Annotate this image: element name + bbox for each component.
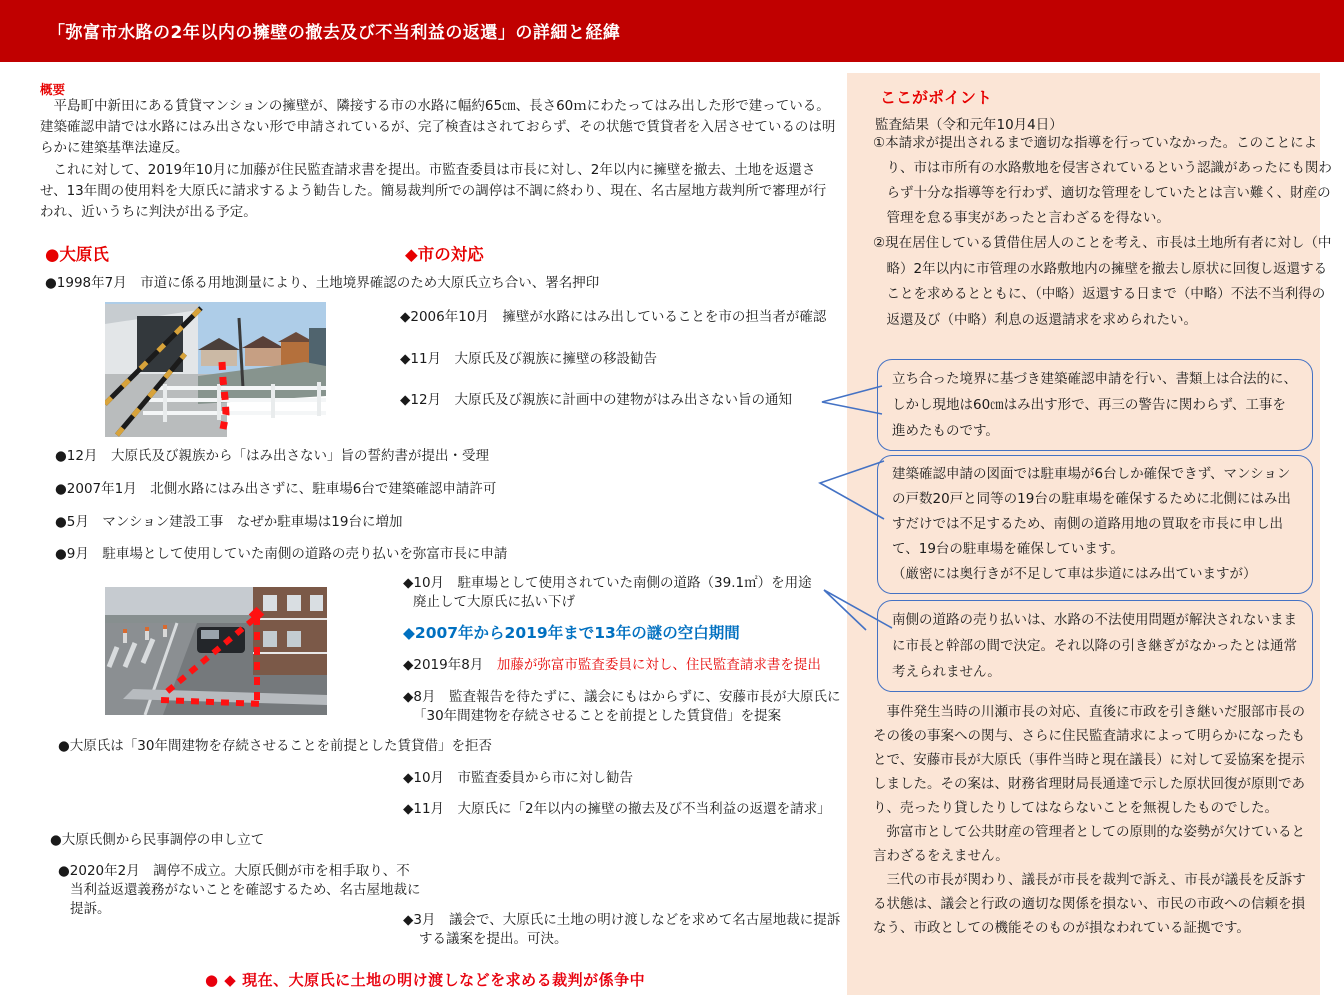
timeline-item-2007-10: ◆10月 駐車場として使用されていた南側の道路（39.1㎡）を用途廃止して大原氏に払い下げ (403, 575, 812, 610)
timeline-item-refusal: ●大原氏は「30年間建物を存続させることを前提とした賃貸借」を拒否 (58, 738, 492, 754)
timeline-item-1998-07: ●1998年7月 市道に係る用地測量により、土地境界確認のため大原氏立ち合い、署名押印 (45, 275, 600, 291)
photo1-house3 (281, 340, 311, 366)
timeline-item-12-pledge: ●12月 大原氏及び親族から「はみ出さない」旨の誓約書が提出・受理 (55, 448, 489, 464)
photo2-window3 (310, 595, 323, 611)
timeline-item-2019-10: ◆10月 市監査委員から市に対し勧告 (403, 770, 634, 786)
column-header-ohara: ●大原氏 (45, 245, 109, 264)
photo2-bollard3-top (163, 625, 167, 629)
photo1-guardrail-post1 (163, 384, 167, 422)
timeline-item-2019-08-audit (403, 656, 821, 675)
audit-point-1: ①本請求が提出されるまで適切な指導を行っていなかった。このことにより、市は市所有の水路敷地を侵害されているという認識があったにも関わらず十分な指導等を行わず、適切な管理をしていたとは言い難く、財産の管理を怠る事実があったと言わざるを得ない。 (873, 135, 1332, 226)
audit-point-2: ②現在居住している賃借住居人のことを考え、市長は土地所有者に対し（中略）2年以内に市管理の水路敷地内の擁壁を撤去し原状に回復し返還することを求めるとともに、（中略）返還する日まで（中略）不法不当利得の返還及び（中略）利息の返還請求を求められたい。 (873, 235, 1332, 328)
photo2-treeline (105, 615, 257, 623)
timeline-item-2007-09: ●9月 駐車場として使用していた南側の道路の売り払いを弥富市長に申請 (55, 546, 508, 562)
timeline-item-2020-02: ●2020年2月 調停不成立。大原氏側が市を相手取り、不当利益返還義務がないことを確認するため、名古屋地裁に提訴。 (58, 863, 421, 917)
header-bar (0, 0, 1344, 62)
closing-para-1: 事件発生当時の川瀬市長の対応、直後に市政を引き継いだ服部市長のその後の事案への関与、さらに住民監査請求によって明らかになったもとで、安藤市長が大原氏（事件当時と現在議長）に対して妥協案を提示しました。その案は、財務省理財局長通達で示した原状回復が原則であり、売ったり貸したりしてはならないことを無視したものでした。 (873, 704, 1305, 816)
overview-para-1: 平島町中新田にある賃貸マンションの擁壁が、隣接する市の水路に幅約65㎝、長さ60ｍにわたってはみ出した形で建っている。建築確認申請では水路にはみ出さない形で申請されているが、完了検査はされておらず、その状態で賃貸者を入居させているのは明らかに建築基準法違反。 (40, 98, 836, 156)
photo1-guardrail-post2 (217, 384, 221, 420)
timeline-footer-status: ● ◆ 現在、大原氏に土地の明け渡しなどを求める裁判が係争中 (205, 971, 646, 989)
page-title: 「弥富市水路の2年以内の擁壁の撤去及び不当利益の返還」の詳細と経緯 (48, 23, 621, 43)
photo2-bollard1-top (123, 629, 127, 633)
photo2-window1 (263, 595, 277, 611)
timeline-item-2006-11: ◆11月 大原氏及び親族に擁壁の移設勧告 (400, 351, 658, 367)
photo1-guardrail-bar3 (143, 411, 326, 415)
photo-waterway-wall (105, 302, 326, 437)
audit-request-text: 加藤が弥富市監査委員に対し、住民監査請求書を提出 (496, 657, 821, 673)
timeline-item-2007-01: ●2007年1月 北側水路にはみ出さずに、駐車場6台で建築確認申請許可 (55, 481, 497, 497)
timeline-blank-period-heading: ◆2007年から2019年まで13年の謎の空白期間 (403, 624, 740, 642)
photo2-window5 (287, 631, 301, 647)
audit-result-date: 監査結果（令和元年10月4日） (875, 117, 1063, 133)
overview-para-2: これに対して、2019年10月に加藤が住民監査請求書を提出。市監査委員は市長に対し、2年以内に擁壁を撤去、土地を返還させ、13年間の使用料を大原氏に請求するよう勧告した。簡易裁判所での調停は不調に終わり、現在、名古屋地方裁判所で審理が行われ、近いうちに判決が出る予定。 (40, 162, 827, 220)
closing-para-3: 三代の市長が関わり、議長が市長を裁判で訴え、市長が議長を反訴する状態は、議会と行政の適切な関係を損ない、市民の市政への信頼を損なう、市政としての機能そのものが損なわれている証拠です。 (873, 872, 1306, 936)
photo1-house2 (245, 346, 281, 366)
timeline-item-2007-05: ●5月 マンション建設工事 なぜか駐車場は19台に増加 (55, 514, 403, 530)
timeline-item-mediation: ●大原氏側から民事調停の申し立て (50, 832, 265, 848)
callout-bubble-3-text: 南側の道路の売り払いは、水路の不法使用問題が解決されないままに市長と幹部の間で決定。それ以降の引き継ぎがなかったとは通常考えられません。 (892, 612, 1297, 680)
callout-bubble-1 (877, 359, 1313, 451)
callout-bubble-2 (877, 455, 1313, 594)
sidebar-closing (873, 700, 1309, 940)
photo2-van-window (201, 630, 219, 639)
timeline-item-2020-03: ◆3月 議会で、大原氏に土地の明け渡しなどを求めて名古屋地裁に提訴する議案を提出。可決。 (403, 912, 841, 947)
photo1-guardrail-bar2 (149, 398, 326, 402)
callout-bubble-3 (877, 600, 1313, 692)
photo2-bollard2-top (145, 627, 149, 631)
points-sidebar (847, 73, 1332, 995)
timeline-item-2006-12-city: ◆12月 大原氏及び親族に計画中の建物がはみ出さない旨の通知 (400, 392, 793, 408)
photo2-window2 (287, 595, 301, 611)
callout-bubble-1-text: 立ち合った境界に基づき建築確認申請を行い、書類上は合法的に、しかし現地は60㎝はみ出す形で、再三の警告に関わらず、工事を進めたものです。 (892, 371, 1297, 439)
photo-south-road (105, 587, 327, 715)
callout-bubble-2-text: 建築確認申請の図面では駐車場が6台しか確保できず、マンションの戸数20戸と同等の19台の駐車場を確保するために北側にはみ出すだけでは不足するため、南側の道路用地の買取を市長に申し出て、19台の駐車場を確保しています。 (892, 466, 1291, 557)
timeline-item-2019-08-proposal: ◆8月 監査報告を待たずに、議会にもはからずに、安藤市長が大原氏に「30年間建物を存続させることを前提とした賃貸借」を提案 (403, 689, 841, 724)
timeline-item-2006-10: ◆2006年10月 擁壁が水路にはみ出していることを市の担当者が確認 (400, 309, 827, 325)
timeline-item-2019-11: ◆11月 大原氏に「2年以内の擁壁の撤去及び不当利益の返還を請求」 (403, 801, 831, 817)
photo1-guardrail-post4 (317, 382, 321, 416)
audit-request-date: ◆2019年8月 (403, 657, 497, 673)
overview-heading: 概要 (40, 82, 66, 97)
callout-bubble-2-note: （厳密には奥行きが不足して車は歩道にはみ出ていますが） (892, 566, 1257, 582)
sidebar-heading: ここがポイント (880, 88, 993, 107)
closing-para-2: 弥富市として公共財産の管理者としての原則的な姿勢が欠けていると言わざるをえません。 (873, 824, 1305, 864)
photo1-guardrail-bar1 (155, 386, 326, 390)
photo2-window4 (263, 631, 277, 647)
column-header-city: ◆市の対応 (405, 245, 484, 264)
photo1-guardrail-post3 (271, 384, 275, 418)
